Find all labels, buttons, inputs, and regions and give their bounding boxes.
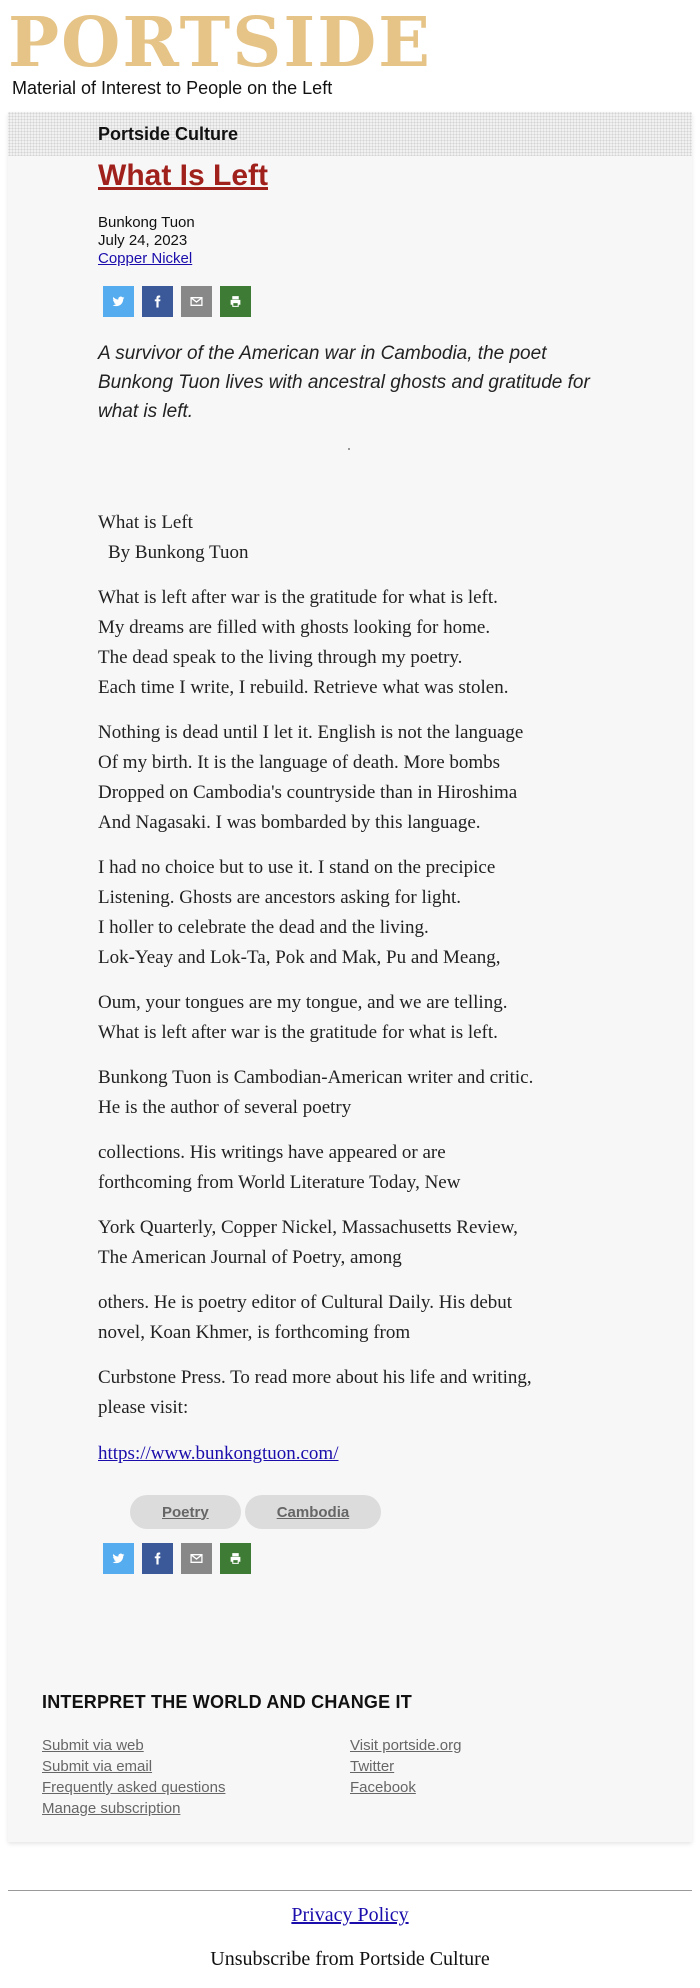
poem-title: What is Left: [98, 512, 193, 533]
twitter-icon: [112, 1552, 125, 1565]
poem-line: I had no choice but to use it. I stand on the precipice: [98, 857, 496, 878]
privacy-row: [0, 1904, 700, 1927]
bio-line: The American Journal of Poetry, among: [98, 1247, 402, 1268]
share-bar-bottom: [103, 1543, 618, 1574]
article-content: [98, 124, 618, 1574]
visit-portside-link[interactable]: Visit portside.org: [350, 1737, 462, 1754]
bio-line: please visit:: [98, 1397, 189, 1418]
article-date: July 24, 2023: [98, 232, 188, 249]
stanza: [98, 718, 618, 838]
bio-line: York Quarterly, Copper Nickel, Massachusetts Review,: [98, 1217, 518, 1238]
email-icon: [190, 1552, 203, 1565]
bio-paragraph: [98, 1213, 618, 1273]
inline-image-placeholder: [348, 448, 350, 450]
poem-line: What is left after war is the gratitude for what is left.: [98, 1022, 498, 1043]
article-source-link[interactable]: Copper Nickel: [98, 250, 193, 267]
bio-line: Bunkong Tuon is Cambodian-American writer and critic.: [98, 1067, 534, 1088]
bio-paragraph: [98, 1138, 618, 1198]
masthead: [8, 3, 692, 99]
share-print-button[interactable]: [220, 286, 251, 317]
article-panel: [8, 112, 692, 1842]
author-link-paragraph: [98, 1439, 618, 1469]
faq-link[interactable]: Frequently asked questions: [42, 1779, 226, 1796]
print-icon: [229, 295, 242, 308]
bio-line: He is the author of several poetry: [98, 1097, 352, 1118]
tag-cambodia[interactable]: Cambodia: [245, 1495, 382, 1529]
footer-heading: INTERPRET THE WORLD AND CHANGE IT: [42, 1692, 412, 1712]
footer-links-block: [42, 1692, 662, 1819]
poem-line: The dead speak to the living through my poetry.: [98, 647, 463, 668]
share-email-button[interactable]: [181, 286, 212, 317]
bio-line: novel, Koan Khmer, is forthcoming from: [98, 1322, 411, 1343]
facebook-icon: [151, 295, 164, 308]
share-print-button[interactable]: [220, 1543, 251, 1574]
poem-line: Dropped on Cambodia's countryside than in Hiroshima: [98, 782, 518, 803]
stanza: [98, 583, 618, 703]
footer-columns: [42, 1735, 662, 1819]
poem-line: I holler to celebrate the dead and the living.: [98, 917, 429, 938]
submit-web-link[interactable]: Submit via web: [42, 1737, 144, 1754]
bio-paragraph: [98, 1288, 618, 1348]
unsubscribe-text[interactable]: Unsubscribe from Portside Culture: [210, 1948, 490, 1970]
bio-line: others. He is poetry editor of Cultural Daily. His debut: [98, 1292, 513, 1313]
share-facebook-button[interactable]: [142, 286, 173, 317]
poem-line: Nothing is dead until I let it. English is not the language: [98, 722, 524, 743]
stanza: [98, 988, 618, 1048]
twitter-link[interactable]: Twitter: [350, 1758, 395, 1775]
article-dek: A survivor of the American war in Cambodia, the poet Bunkong Tuon lives with ancestral ghosts and gratitude for what is left.: [98, 343, 590, 422]
share-facebook-button[interactable]: [142, 1543, 173, 1574]
facebook-icon: [151, 1552, 164, 1565]
section-label: Portside Culture: [98, 124, 239, 144]
author-website-link[interactable]: https://www.bunkongtuon.com/: [98, 1443, 339, 1464]
poem-line: My dreams are filled with ghosts looking for home.: [98, 617, 491, 638]
share-twitter-button[interactable]: [103, 286, 134, 317]
email-icon: [190, 295, 203, 308]
masthead-tagline: Material of Interest to People on the Left: [12, 78, 333, 98]
tag-list: [130, 1495, 618, 1529]
footer-divider: [8, 1890, 692, 1891]
bio-paragraph: [98, 1063, 618, 1123]
poem-byline: By Bunkong Tuon: [108, 542, 249, 563]
print-icon: [229, 1552, 242, 1565]
poem-heading: [98, 508, 618, 568]
poem-line: Of my birth. It is the language of death. More bombs: [98, 752, 501, 773]
poem-line: Each time I write, I rebuild. Retrieve what was stolen.: [98, 677, 509, 698]
submit-email-link[interactable]: Submit via email: [42, 1758, 153, 1775]
poem-line: What is left after war is the gratitude for what is left.: [98, 587, 498, 608]
poem-line: Oum, your tongues are my tongue, and we are telling.: [98, 992, 508, 1013]
poem-line: And Nagasaki. I was bombarded by this language.: [98, 812, 481, 833]
footer-col-right: [350, 1735, 658, 1819]
share-bar-top: [103, 286, 618, 317]
article-meta: [98, 214, 618, 268]
facebook-link[interactable]: Facebook: [350, 1779, 416, 1796]
article-title[interactable]: What Is Left: [98, 159, 268, 192]
bio-paragraph: [98, 1363, 618, 1423]
tag-poetry[interactable]: Poetry: [130, 1495, 241, 1529]
bio-line: Curbstone Press. To read more about his life and writing,: [98, 1367, 532, 1388]
stanza: [98, 853, 618, 973]
article-author: Bunkong Tuon: [98, 214, 195, 231]
share-twitter-button[interactable]: [103, 1543, 134, 1574]
bio-line: forthcoming from World Literature Today, New: [98, 1172, 461, 1193]
twitter-icon: [112, 295, 125, 308]
poem-line: Listening. Ghosts are ancestors asking for light.: [98, 887, 462, 908]
manage-subscription-link[interactable]: Manage subscription: [42, 1800, 181, 1817]
footer-col-left: [42, 1735, 350, 1819]
bio-line: collections. His writings have appeared or are: [98, 1142, 446, 1163]
portside-logo[interactable]: PORTSIDE: [8, 3, 432, 83]
poem-line: Lok-Yeay and Lok-Ta, Pok and Mak, Pu and Meang,: [98, 947, 501, 968]
privacy-policy-link[interactable]: Privacy Policy: [291, 1904, 409, 1926]
share-email-button[interactable]: [181, 1543, 212, 1574]
